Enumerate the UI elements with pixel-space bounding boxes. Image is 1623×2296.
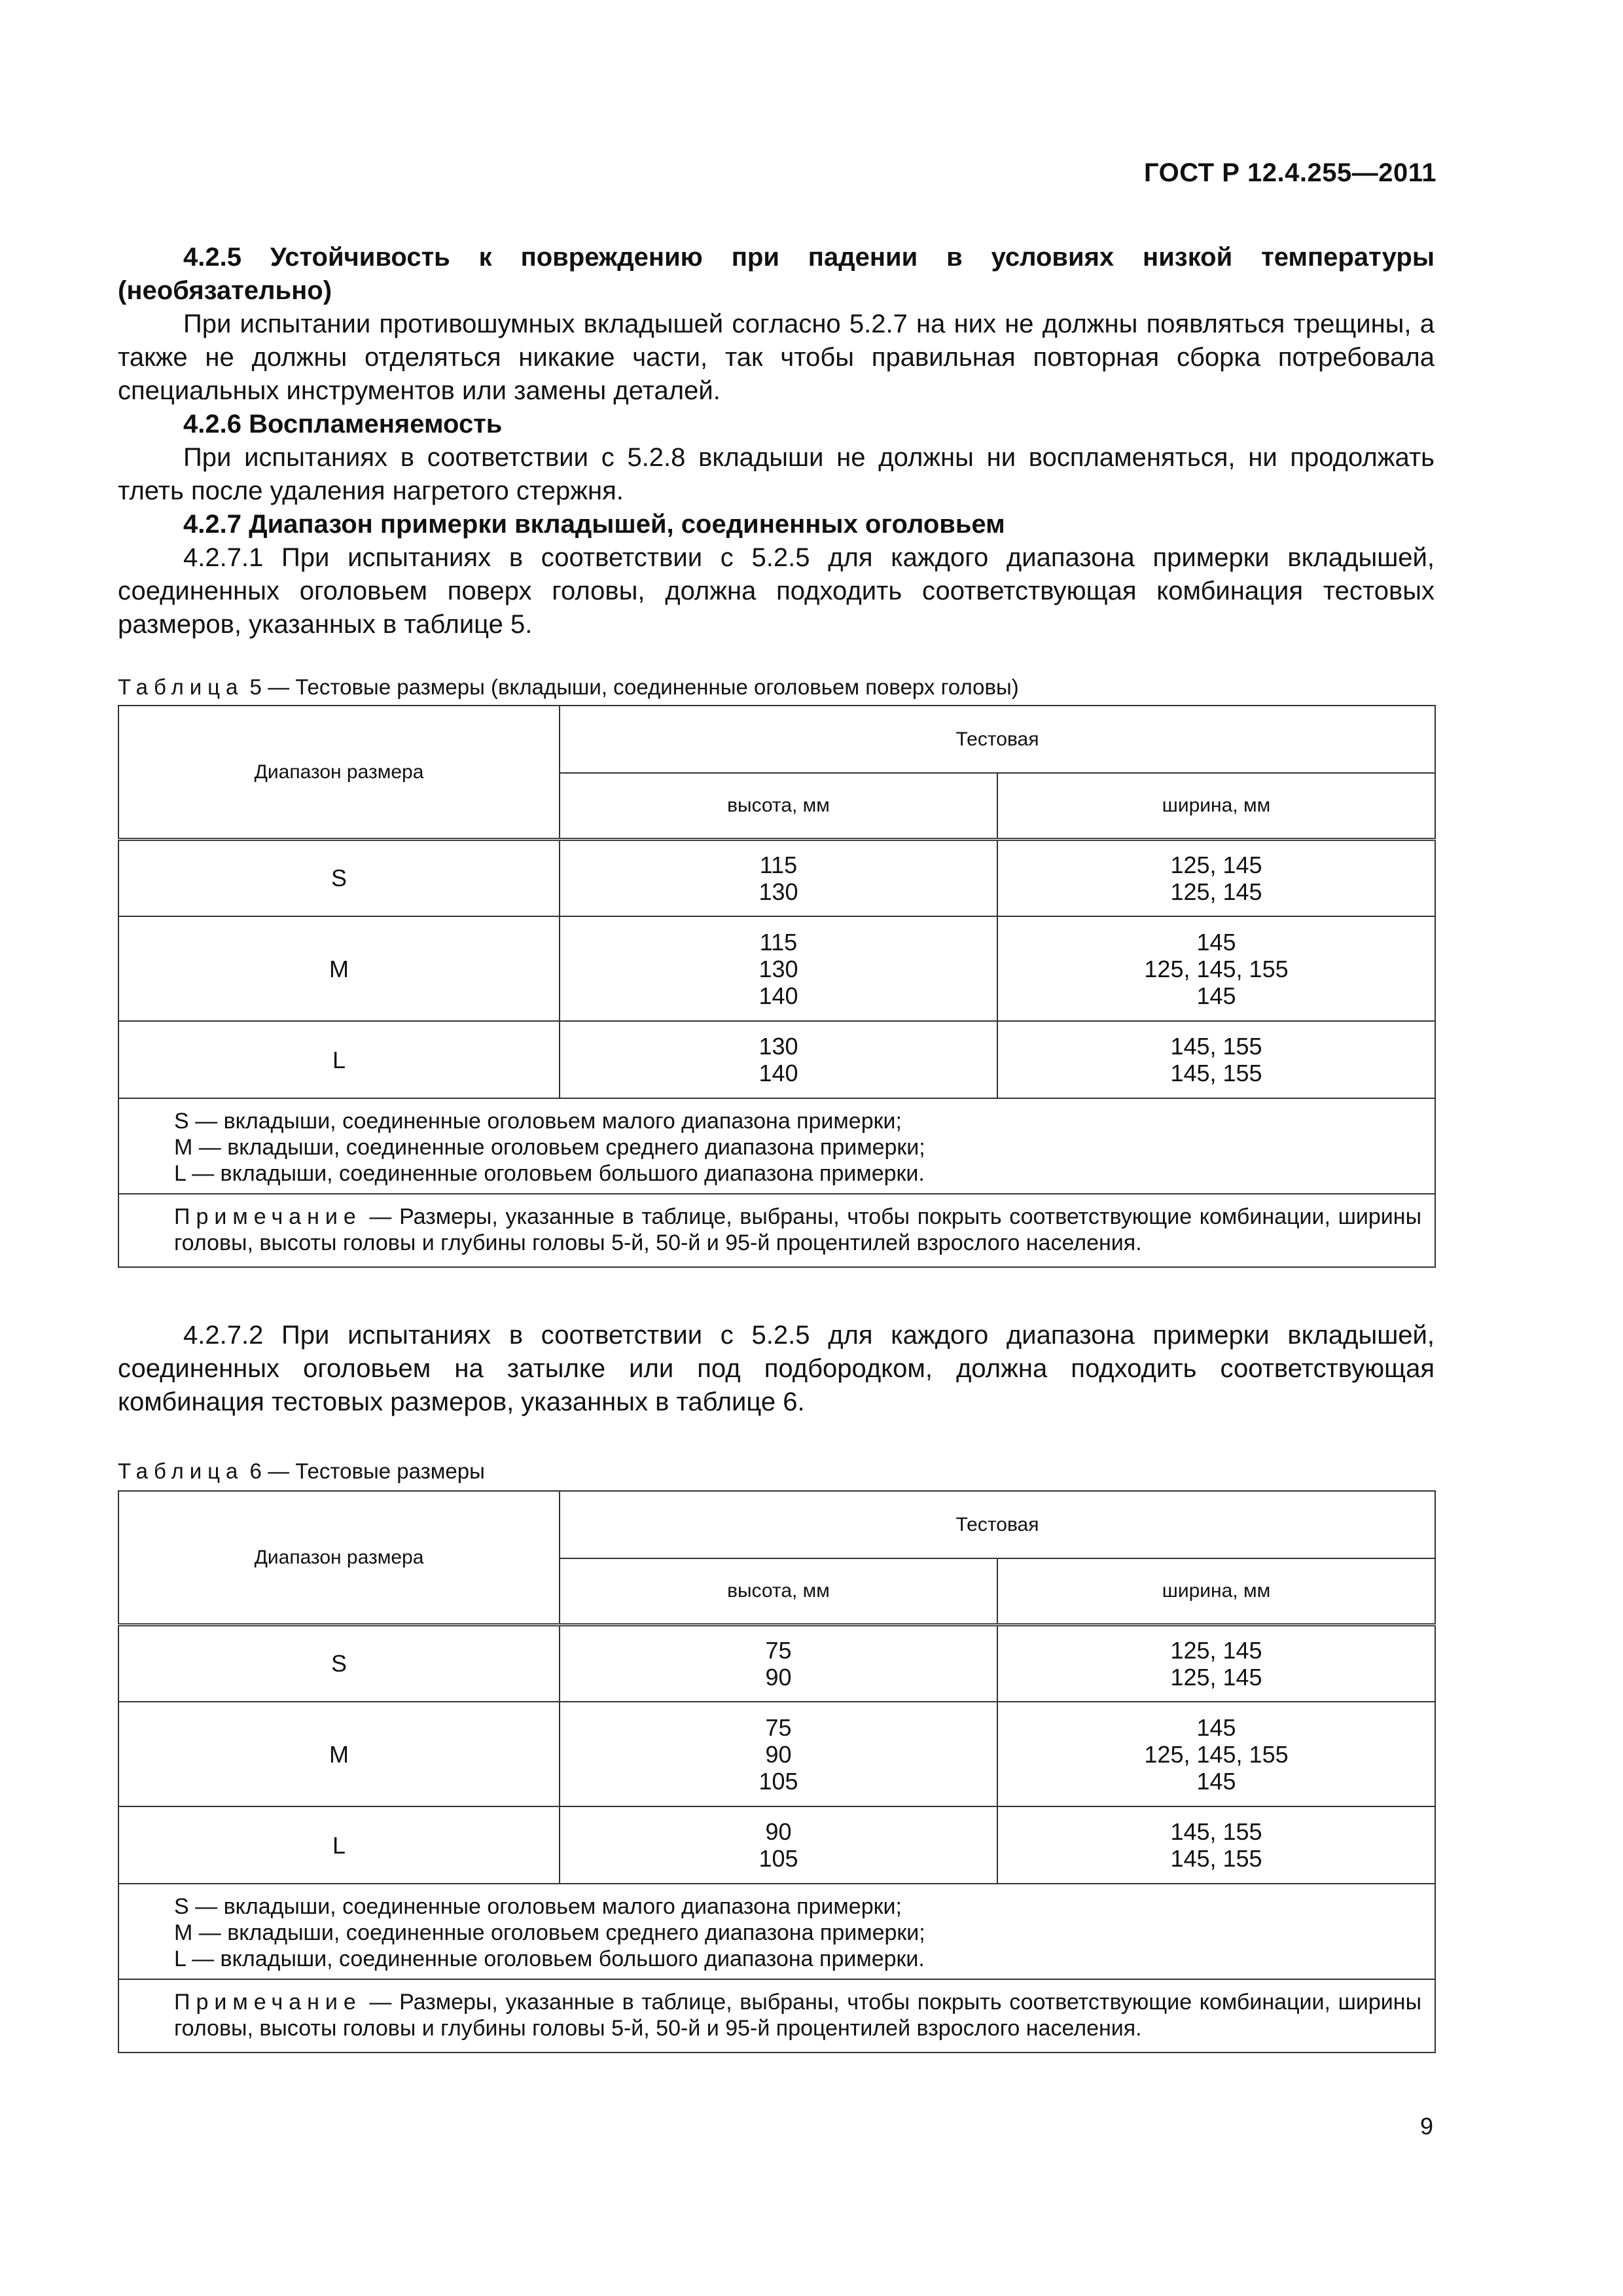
page-number: 9	[1419, 2113, 1433, 2140]
width-value: 145	[1196, 1713, 1236, 1741]
header-range: Диапазон размера	[118, 706, 560, 839]
section-4-2-5-text: При испытании противошумных вкладышей согласно 5.2.7 на них не должны появляться трещины, а также не должны отделяться никакие части, так чтобы правильная повторная сборка потребовала специальных инструментов или замены деталей.	[118, 310, 1435, 405]
size-cell: S	[118, 1624, 560, 1702]
table-6-caption-text: 6 — Тестовые размеры	[243, 1459, 485, 1483]
height-value: 75	[765, 1636, 792, 1664]
body-text-top	[118, 241, 1435, 641]
width-value: 145	[1196, 982, 1236, 1009]
height-value: 130	[758, 1033, 798, 1060]
width-value: 125, 145, 155	[1144, 1740, 1289, 1768]
height-cell	[560, 1806, 997, 1884]
width-cell	[997, 1806, 1435, 1884]
body-text-middle	[118, 1319, 1435, 1419]
header-range: Диапазон размера	[118, 1491, 560, 1624]
note-row	[118, 1979, 1435, 2053]
width-cell	[997, 839, 1435, 916]
table-row	[118, 1806, 1435, 1884]
height-value: 130	[758, 878, 798, 905]
table-5-caption-text: 5 — Тестовые размеры (вкладыши, соединенные оголовьем поверх головы)	[243, 675, 1019, 699]
height-value: 90	[765, 1818, 792, 1845]
header-width: ширина, мм	[997, 773, 1435, 839]
height-value: 140	[758, 1060, 798, 1086]
size-cell: L	[118, 1806, 560, 1884]
height-value: 115	[759, 928, 798, 956]
header-test: Тестовая	[560, 706, 1435, 773]
height-value: 140	[758, 982, 798, 1009]
width-value: 145, 155	[1170, 1033, 1262, 1060]
width-value: 125, 145	[1170, 878, 1262, 905]
width-value: 145, 155	[1170, 1845, 1262, 1872]
table-row	[118, 916, 1435, 1021]
table-6-caption-word: Таблица	[118, 1459, 244, 1483]
width-cell	[997, 916, 1435, 1021]
table-row	[118, 1021, 1435, 1098]
legend-cell	[118, 1884, 1435, 1979]
legend-line: S — вкладыши, соединенные оголовьем малого диапазона примерки;	[174, 1894, 902, 1919]
note-cell	[118, 1194, 1435, 1267]
section-4-2-5-title: 4.2.5 Устойчивость к повреждению при падении в условиях низкой температуры (необязательно)	[118, 243, 1435, 305]
table-row	[118, 1624, 1435, 1702]
size-cell: M	[118, 916, 560, 1021]
width-value: 125, 145	[1170, 851, 1262, 878]
legend-cell	[118, 1098, 1435, 1194]
height-value: 105	[758, 1767, 798, 1795]
legend-row	[118, 1884, 1435, 1979]
width-value: 125, 145, 155	[1144, 955, 1289, 982]
section-4-2-7-1-text: 4.2.7.1 При испытаниях в соответствии с 5.2.5 для каждого диапазона примерки вкладышей, соединенных оголовьем поверх головы, должна подходить соответствующая комбинация тестовых размеров, указанных в таблице 5.	[118, 543, 1435, 639]
height-cell	[560, 839, 997, 916]
header-height: высота, мм	[560, 773, 997, 839]
height-value: 90	[765, 1663, 792, 1691]
table-5-caption-word: Таблица	[118, 675, 244, 699]
legend-line: M — вкладыши, соединенные оголовьем среднего диапазона примерки;	[174, 1920, 925, 1945]
width-value: 125, 145	[1170, 1663, 1262, 1691]
height-cell	[560, 1021, 997, 1098]
width-value: 125, 145	[1170, 1636, 1262, 1664]
table-row	[118, 1702, 1435, 1806]
height-value: 130	[758, 955, 798, 982]
table-header-row	[118, 706, 1435, 773]
header-width: ширина, мм	[997, 1558, 1435, 1624]
height-cell	[560, 1624, 997, 1702]
width-value: 145, 155	[1170, 1060, 1262, 1086]
note-label: Примечание	[174, 1990, 362, 2015]
width-value: 145, 155	[1170, 1818, 1262, 1845]
note-cell	[118, 1979, 1435, 2053]
section-4-2-6-title: 4.2.6 Воспламеняемость	[183, 410, 503, 439]
header-test: Тестовая	[560, 1491, 1435, 1558]
table-6-caption	[118, 1458, 485, 1484]
legend-line: L — вкладыши, соединенные оголовьем большого диапазона примерки.	[174, 1946, 925, 1971]
height-cell	[560, 1702, 997, 1806]
size-cell: L	[118, 1021, 560, 1098]
legend-line: L — вкладыши, соединенные оголовьем большого диапазона примерки.	[174, 1161, 925, 1186]
height-value: 105	[758, 1845, 798, 1872]
table-header-row	[118, 1491, 1435, 1558]
header-height: высота, мм	[560, 1558, 997, 1624]
legend-line: M — вкладыши, соединенные оголовьем среднего диапазона примерки;	[174, 1135, 925, 1160]
note-text: — Размеры, указанные в таблице, выбраны, чтобы покрыть соответствующие комбинации, ширины головы, высоты головы и глубины головы 5-й, 50-й и 95-й процентилей взрослого населения.	[174, 1990, 1422, 2041]
section-4-2-7-title: 4.2.7 Диапазон примерки вкладышей, соединенных оголовьем	[183, 510, 1005, 539]
section-4-2-7-2-text: 4.2.7.2 При испытаниях в соответствии с 5.2.5 для каждого диапазона примерки вкладышей, соединенных оголовьем на затылке или под подбородком, должна подходить соответствующая комбинация тестовых размеров, указанных в таблице 6.	[118, 1321, 1435, 1416]
height-value: 75	[765, 1713, 792, 1741]
height-value: 90	[765, 1740, 792, 1768]
note-text: — Размеры, указанные в таблице, выбраны, чтобы покрыть соответствующие комбинации, ширины головы, высоты головы и глубины головы 5-й, 50-й и 95-й процентилей взрослого населения.	[174, 1204, 1422, 1255]
table-5	[118, 705, 1436, 1268]
note-row	[118, 1194, 1435, 1267]
size-cell: S	[118, 839, 560, 916]
width-value: 145	[1196, 928, 1236, 956]
table-row	[118, 839, 1435, 916]
legend-row	[118, 1098, 1435, 1194]
legend-line: S — вкладыши, соединенные оголовьем малого диапазона примерки;	[174, 1109, 902, 1134]
note-label: Примечание	[174, 1204, 362, 1229]
table-5-caption	[118, 674, 1019, 700]
section-4-2-6-text: При испытаниях в соответствии с 5.2.8 вкладыши не должны ни воспламеняться, ни продолжать тлеть после удаления нагретого стержня.	[118, 443, 1435, 505]
document-header: ГОСТ Р 12.4.255—2011	[1144, 158, 1436, 187]
width-cell	[997, 1624, 1435, 1702]
height-value: 115	[759, 851, 798, 878]
height-cell	[560, 916, 997, 1021]
width-value: 145	[1196, 1767, 1236, 1795]
width-cell	[997, 1021, 1435, 1098]
table-6	[118, 1490, 1436, 2053]
size-cell: M	[118, 1702, 560, 1806]
width-cell	[997, 1702, 1435, 1806]
